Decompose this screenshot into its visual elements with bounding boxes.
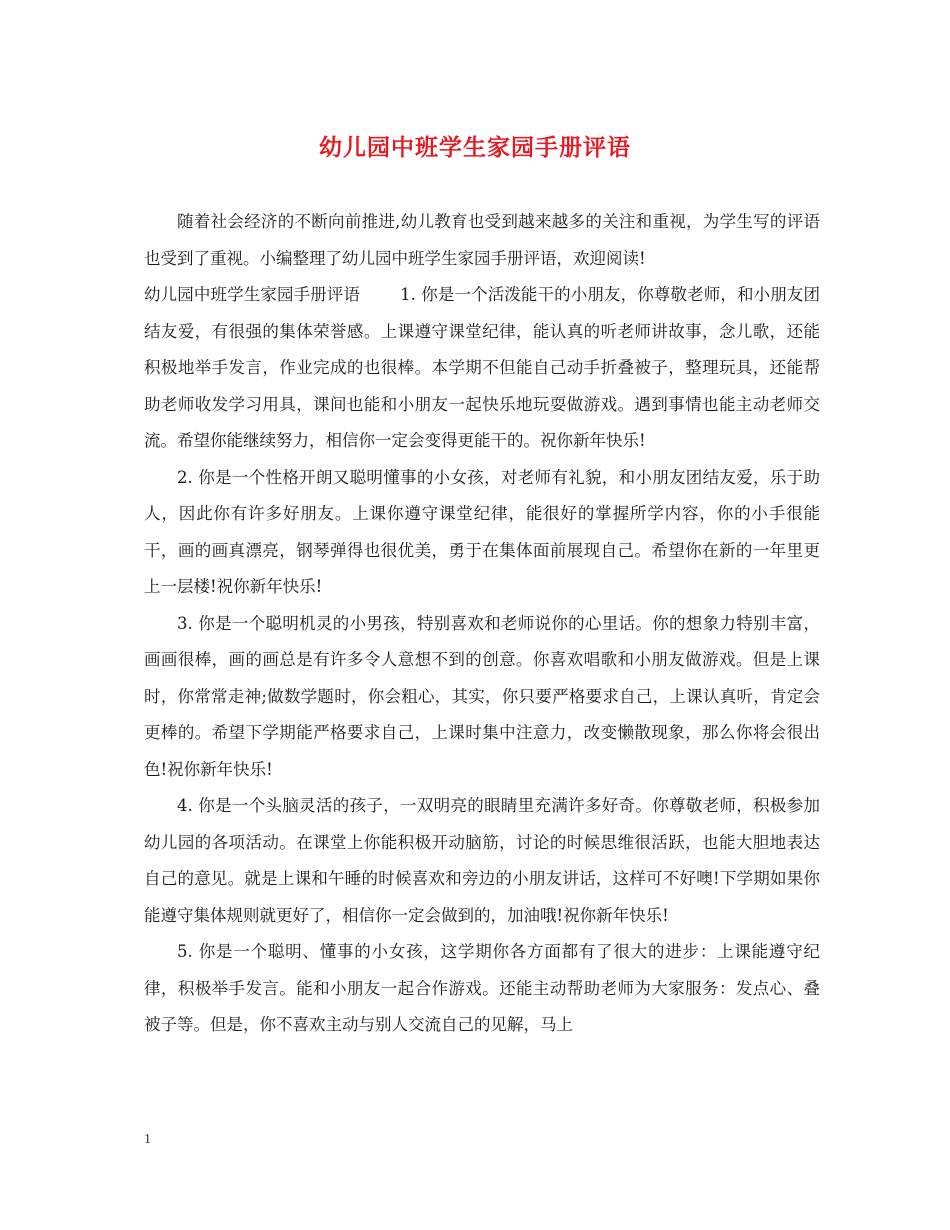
item-3-paragraph: 3. 你是一个聪明机灵的小男孩，特别喜欢和老师说你的心里话。你的想象力特别丰富，画画很棒，画的画总是有许多令人意想不到的创意。你喜欢唱歌和小朋友做游戏。但是上课时，你常常走神;做数学题时，你会粗心，其实，你只要严格要求自己，上课认真听，肯定会更棒的。希望下学期能严格要求自己，上课时集中注意力，改变懒散现象，那么你将会很出色!祝你新年快乐! [144, 613, 820, 779]
document-body [144, 204, 820, 1044]
intro-paragraph: 随着社会经济的不断向前推进,幼儿教育也受到越来越多的关注和重视，为学生写的评语也受到了重视。小编整理了幼儿园中班学生家园手册评语，欢迎阅读! [144, 212, 820, 268]
item-5-paragraph: 5. 你是一个聪明、懂事的小女孩，这学期你各方面都有了很大的进步：上课能遵守纪律，积极举手发言。能和小朋友一起合作游戏。还能主动帮助老师为大家服务：发点心、叠被子等。但是，你不喜欢主动与别人交流自己的见解，马上 [144, 942, 820, 1034]
section-label: 幼儿园中班学生家园手册评语 [144, 285, 361, 304]
document-title: 幼儿园中班学生家园手册评语 [319, 134, 631, 161]
item-1-text: 1. 你是一个活泼能干的小朋友，你尊敬老师，和小朋友团结友爱，有很强的集体荣誉感。上课遵守课堂纪律，能认真的听老师讲故事，念儿歌，还能积极地举手发言，作业完成的也很棒。本学期不但能自己动手折叠被子，整理玩具，还能帮助老师收发学习用具，课间也能和小朋友一起快乐地玩耍做游戏。遇到事情也能主动老师交流。希望你能继续努力，相信你一定会变得更能干的。祝你新年快乐! [144, 285, 821, 450]
item-2-paragraph: 2. 你是一个性格开朗又聪明懂事的小女孩，对老师有礼貌，和小朋友团结友爱，乐于助人，因此你有许多好朋友。上课你遵守课堂纪律，能很好的掌握所学内容，你的小手很能干，画的画真漂亮，钢琴弹得也很优美，勇于在集体面前展现自己。希望你在新的一年里更上一层楼!祝你新年快乐! [144, 467, 820, 596]
item-1-paragraph [144, 277, 820, 460]
page-number: 1 [144, 1132, 151, 1147]
item-4-paragraph: 4. 你是一个头脑灵活的孩子，一双明亮的眼睛里充满许多好奇。你尊敬老师，积极参加幼儿园的各项活动。在课堂上你能积极开动脑筋，讨论的时候思维很活跃，也能大胆地表达自己的意见。就是上课和午睡的时候喜欢和旁边的小朋友讲话，这样可不好噢!下学期如果你能遵守集体规则就更好了，相信你一定会做到的，加油哦!祝你新年快乐! [144, 796, 820, 925]
